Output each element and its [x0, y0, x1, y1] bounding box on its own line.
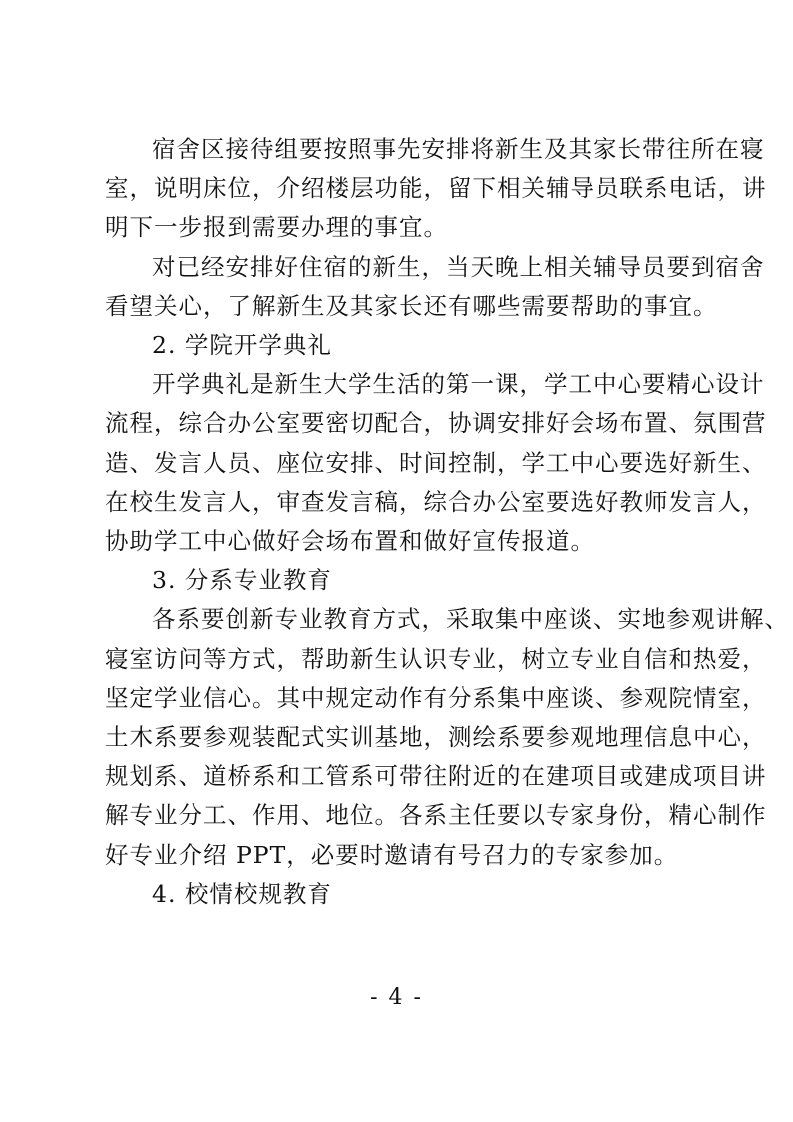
- text-line: 室，说明床位，介绍楼层功能，留下相关辅导员联系电话，讲: [105, 174, 767, 203]
- text-line: 寝室访问等方式，帮助新生认识专业，树立专业自信和热爱，: [105, 644, 767, 673]
- text-line: 看望关心，了解新生及其家长还有哪些需要帮助的事宜。: [105, 291, 718, 320]
- heading-major-education: 3. 分系专业教育: [152, 566, 332, 595]
- text-line: 明下一步报到需要办理的事宜。: [105, 213, 448, 242]
- text-line: 对已经安排好住宿的新生，当天晚上相关辅导员要到宿舍: [152, 252, 765, 281]
- text-line: 各系要创新专业教育方式，采取集中座谈、实地参观讲解、: [152, 605, 789, 634]
- paragraph-dorm-reception: [105, 130, 767, 248]
- text-line: 宿舍区接待组要按照事先安排将新生及其家长带往所在寝: [152, 135, 765, 163]
- text-line: 规划系、道桥系和工管系可带往附近的在建项目或建成项目讲: [105, 762, 767, 791]
- heading-opening-ceremony: 2. 学院开学典礼: [152, 331, 332, 360]
- paragraph-opening-ceremony: [105, 365, 767, 561]
- heading-school-rules: 4. 校情校规教育: [152, 879, 332, 908]
- text-line: 土木系要参观装配式实训基地，测绘系要参观地理信息中心，: [105, 723, 767, 752]
- text-line: 开学典礼是新生大学生活的第一课，学工中心要精心设计: [152, 370, 765, 399]
- paragraph-major-education: [105, 600, 789, 874]
- text-line: 在校生发言人，审查发言稿，综合办公室要选好教师发言人，: [105, 487, 767, 516]
- text-line: 流程，综合办公室要密切配合，协调安排好会场布置、氛围营: [105, 409, 767, 438]
- text-line: 协助学工中心做好会场布置和做好宣传报道。: [105, 527, 595, 556]
- page-number: - 4 -: [370, 985, 423, 1010]
- paragraph-counselor-visit: [105, 248, 765, 326]
- document-body: [105, 130, 789, 914]
- text-line: 造、发言人员、座位安排、时间控制，学工中心要选好新生、: [105, 448, 767, 477]
- text-line: 坚定学业信心。其中规定动作有分系集中座谈、参观院情室，: [105, 683, 767, 712]
- text-line: 解专业分工、作用、地位。各系主任要以专家身份，精心制作: [105, 801, 767, 830]
- text-line: 好专业介绍 PPT，必要时邀请有号召力的专家参加。: [105, 840, 679, 869]
